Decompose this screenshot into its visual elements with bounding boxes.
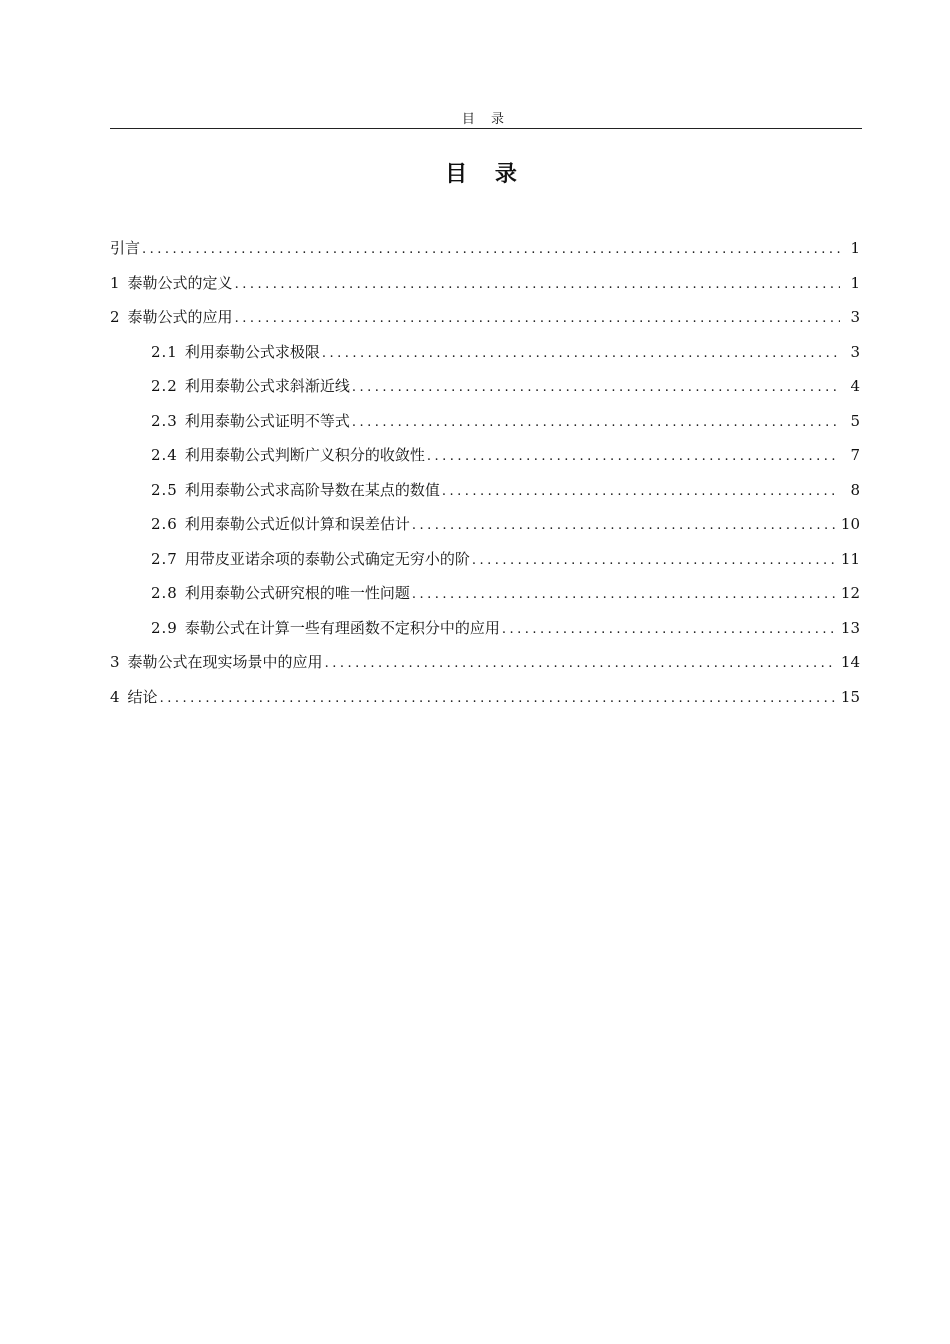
toc-entry-label: 泰勒公式在计算一些有理函数不定积分中的应用 bbox=[184, 618, 500, 637]
toc-entry-label: 引言 bbox=[110, 239, 141, 257]
toc-entry-page: 3 bbox=[850, 342, 860, 361]
table-of-contents bbox=[110, 237, 862, 720]
toc-leader bbox=[412, 587, 835, 602]
toc-entry-page: 5 bbox=[850, 411, 860, 430]
toc-entry-page: 12 bbox=[840, 584, 860, 602]
toc-entry-4[interactable] bbox=[110, 686, 862, 721]
toc-entry-label: 利用泰勒公式求高阶导数在某点的数值 bbox=[184, 480, 440, 499]
toc-entry-page: 4 bbox=[850, 377, 860, 395]
toc-entry-number: 4 bbox=[110, 687, 121, 706]
toc-leader bbox=[472, 553, 835, 568]
toc-leader bbox=[325, 656, 835, 671]
toc-entry-label: 利用泰勒公式研究根的唯一性问题 bbox=[184, 584, 410, 602]
toc-entry-label: 利用泰勒公式求极限 bbox=[184, 342, 320, 361]
toc-entry-2[interactable] bbox=[110, 306, 862, 341]
toc-entry-number: 1 bbox=[110, 273, 121, 292]
header-rule bbox=[110, 128, 862, 129]
toc-entry-page: 11 bbox=[840, 549, 860, 568]
toc-entry-page: 15 bbox=[840, 687, 860, 706]
toc-entry-label: 用带皮亚诺余项的泰勒公式确定无穷小的阶 bbox=[184, 549, 470, 568]
page-title: 目 录 bbox=[445, 162, 527, 187]
toc-leader bbox=[322, 346, 840, 361]
toc-entry-number: 2.6 bbox=[151, 515, 178, 533]
toc-entry-2-5[interactable] bbox=[110, 479, 862, 514]
toc-entry-2-9[interactable] bbox=[110, 617, 862, 652]
toc-entry-page: 7 bbox=[850, 446, 860, 464]
toc-entry-2-8[interactable] bbox=[110, 582, 862, 617]
toc-entry-label: 利用泰勒公式判断广义积分的收敛性 bbox=[184, 446, 425, 464]
toc-entry-number: 2.2 bbox=[151, 377, 178, 395]
toc-leader bbox=[142, 242, 840, 257]
toc-entry-page: 13 bbox=[840, 618, 860, 637]
toc-entry-label: 利用泰勒公式求斜渐近线 bbox=[184, 377, 350, 395]
running-header: 目 录 bbox=[461, 112, 511, 127]
toc-entry-number: 2.1 bbox=[151, 342, 178, 361]
toc-entry-page: 8 bbox=[850, 480, 860, 499]
toc-entry-2-1[interactable] bbox=[110, 341, 862, 376]
toc-entry-2-4[interactable] bbox=[110, 444, 862, 479]
toc-leader bbox=[352, 415, 840, 430]
toc-entry-label: 泰勒公式的应用 bbox=[127, 308, 233, 326]
toc-entry-number: 2.7 bbox=[151, 549, 178, 568]
toc-entry-label: 利用泰勒公式证明不等式 bbox=[184, 411, 350, 430]
toc-leader bbox=[412, 518, 835, 533]
toc-entry-page: 1 bbox=[850, 273, 860, 292]
toc-entry-1[interactable] bbox=[110, 272, 862, 307]
toc-entry-2-2[interactable] bbox=[110, 375, 862, 410]
toc-entry-page: 3 bbox=[850, 308, 860, 326]
toc-entry-label: 泰勒公式的定义 bbox=[127, 273, 233, 292]
toc-leader bbox=[427, 449, 840, 464]
toc-leader bbox=[160, 691, 835, 706]
toc-entry-number: 2.4 bbox=[151, 446, 178, 464]
toc-entry-page: 10 bbox=[840, 515, 860, 533]
toc-leader bbox=[352, 380, 840, 395]
toc-entry-label: 泰勒公式在现实场景中的应用 bbox=[127, 653, 323, 671]
toc-leader bbox=[235, 277, 840, 292]
toc-entry-label: 利用泰勒公式近似计算和误差估计 bbox=[184, 515, 410, 533]
toc-leader bbox=[502, 622, 835, 637]
toc-leader bbox=[235, 311, 840, 326]
toc-entry-3[interactable] bbox=[110, 651, 862, 686]
toc-entry-2-6[interactable] bbox=[110, 513, 862, 548]
toc-entry-page: 14 bbox=[840, 653, 860, 671]
toc-entry-intro[interactable] bbox=[110, 237, 862, 272]
toc-entry-page: 1 bbox=[850, 239, 860, 257]
toc-entry-number: 2.3 bbox=[151, 411, 178, 430]
toc-entry-label: 结论 bbox=[127, 687, 158, 706]
toc-entry-number: 3 bbox=[110, 653, 121, 671]
toc-leader bbox=[442, 484, 840, 499]
toc-entry-2-3[interactable] bbox=[110, 410, 862, 445]
toc-entry-number: 2.8 bbox=[151, 584, 178, 602]
toc-entry-2-7[interactable] bbox=[110, 548, 862, 583]
toc-entry-number: 2.5 bbox=[151, 480, 178, 499]
toc-entry-number: 2.9 bbox=[151, 618, 178, 637]
toc-entry-number: 2 bbox=[110, 308, 121, 326]
